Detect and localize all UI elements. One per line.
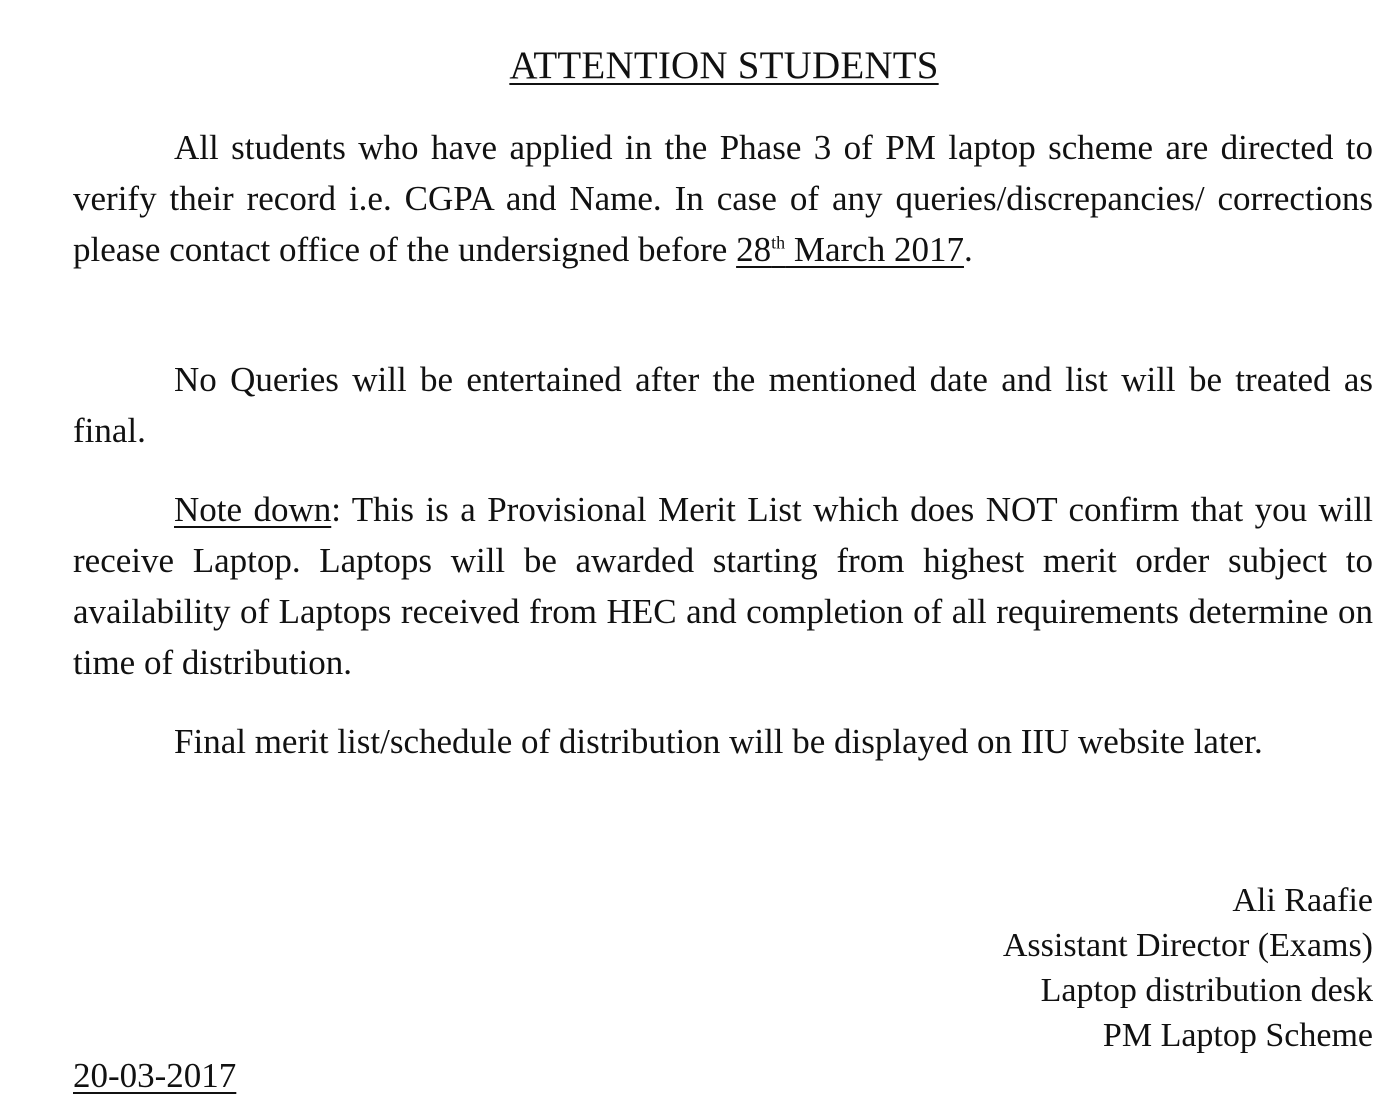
paragraph-verify-end: . [963, 230, 973, 269]
deadline-date [736, 230, 964, 269]
note-down-text: This is a Provisional Merit List which does NOT confirm that you will receive Laptop. Laptops will be awarded starting from highest merit order subject to availability of Laptops received from HEC and completion of all requirements determine on time of distribution. [73, 490, 1373, 682]
signatory-designation: Assistant Director (Exams) [1002, 927, 1373, 964]
paragraph-verify-record [73, 122, 1373, 275]
paragraph-note-down [73, 484, 1373, 688]
notice-date: 20-03-2017 [73, 1056, 237, 1095]
paragraph-final-merit-list: Final merit list/schedule of distribution will be displayed on IIU website later. [174, 722, 1263, 761]
signatory-desk: Laptop distribution desk [1040, 972, 1373, 1009]
paragraph-verify-text: All students who have applied in the Phase 3 of PM laptop scheme are directed to verify their record i.e. CGPA and Name. In case of any queries/discrepancies/ corrections please contact office of the undersigned before [73, 128, 1373, 269]
deadline-month-year: March 2017 [785, 230, 964, 269]
signature-block [1003, 878, 1373, 1058]
deadline-day: 28 [736, 230, 772, 269]
note-down-label: Note down [174, 490, 332, 529]
signatory-scheme: PM Laptop Scheme [1102, 1017, 1373, 1054]
signatory-name: Ali Raafie [1232, 882, 1373, 919]
notice-title: ATTENTION STUDENTS [509, 44, 939, 87]
paragraph-no-queries: No Queries will be entertained after the mentioned date and list will be treated as final. [73, 360, 1373, 450]
deadline-ordinal-suffix: th [771, 232, 786, 253]
note-down-separator: : [331, 490, 341, 529]
